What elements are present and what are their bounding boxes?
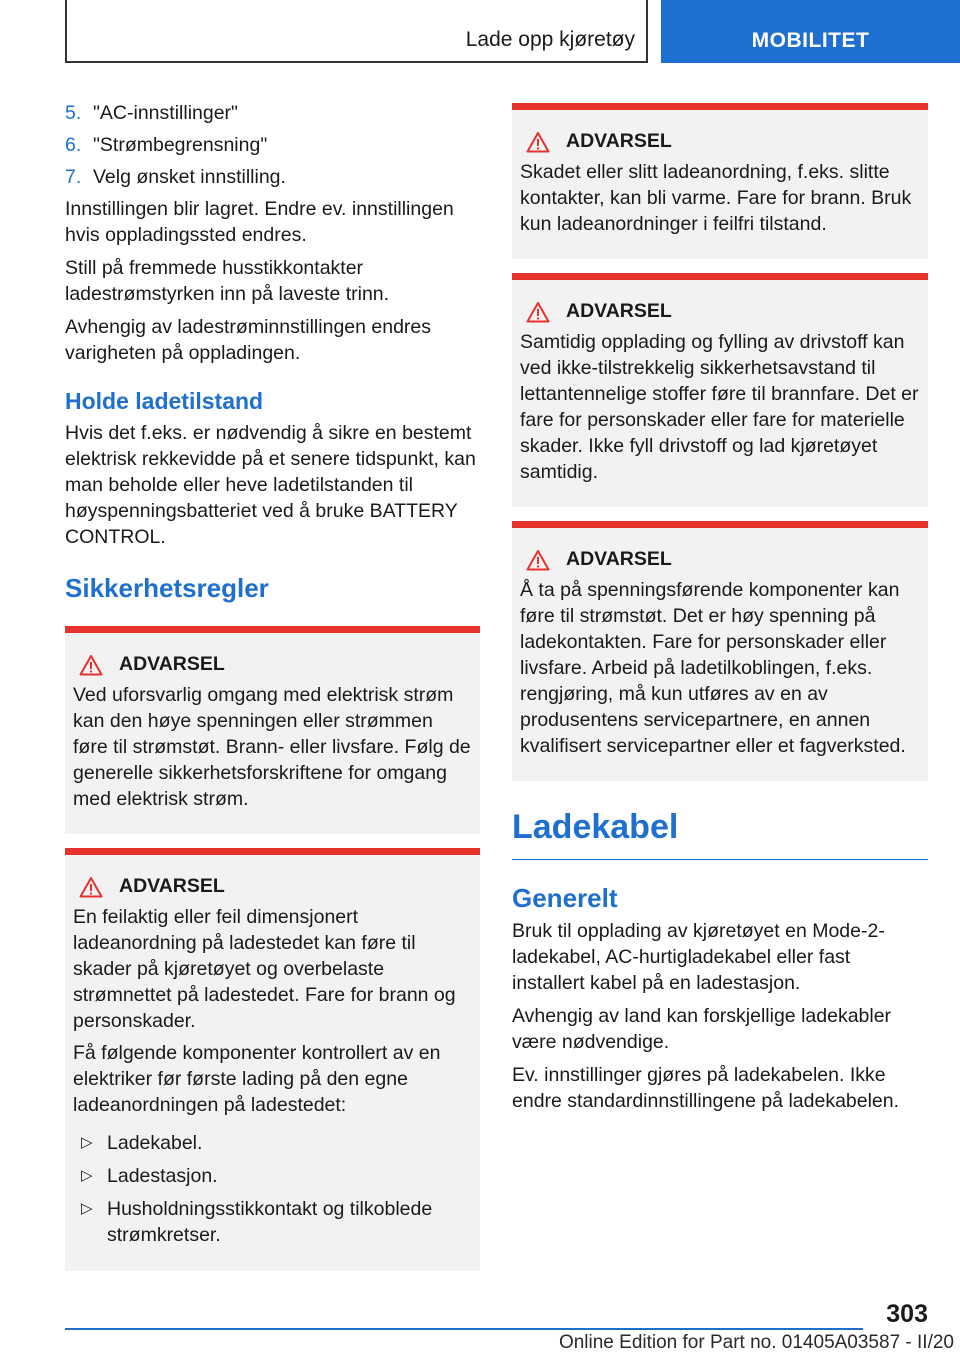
warning-header bbox=[73, 653, 472, 676]
warning-text: Å ta på spenningsførende komponenter kan føre til strømstøt. Det er høy spenning på ladekontakten. Fare for personskader eller livsfare. Arbeid på ladetilkoblingen, f.eks. rengjøring, må kun utføres av en av produsentens servicepartnere, en annen kvalifisert servicepartner eller et fagverksted. bbox=[520, 579, 906, 757]
warning-triangle-icon bbox=[79, 654, 103, 676]
list-item: ▷ Ladekabel. bbox=[81, 1132, 203, 1154]
chapter-tab[interactable]: MOBILITET bbox=[661, 0, 960, 63]
warning-box bbox=[512, 103, 928, 259]
paragraph: Still på fremmede husstikkontakter ladestrømstyrken inn på laveste trinn. bbox=[65, 257, 390, 305]
warning-triangle-icon bbox=[79, 876, 103, 898]
warning-title: ADVARSEL bbox=[566, 130, 672, 152]
paragraph: Avhengig av ladestrøminnstillingen endres varigheten på oppladingen. bbox=[65, 316, 432, 364]
warning-triangle-icon bbox=[526, 549, 550, 571]
left-column bbox=[65, 100, 480, 1285]
list-item: ▷ Husholdningsstikkontakt og tilkoblede strømkretser. bbox=[81, 1198, 433, 1246]
warning-triangle-icon bbox=[526, 131, 550, 153]
warning-title: ADVARSEL bbox=[566, 548, 672, 570]
warning-text: Få følgende komponenter kontrollert av en elektriker før første lading på den egne ladeanordningen på ladestedet: bbox=[73, 1042, 441, 1116]
warning-title: ADVARSEL bbox=[119, 653, 225, 675]
warning-text: Samtidig opplading og fylling av drivstoff kan ved ikke-tilstrekkelig sikkerhetsavstand til lettantennelige stoffer føre til brannfare. Det er fare for personskader eller fare for materielle skader. Ikke fyll drivstoff og lad kjøretøyet samtidig. bbox=[520, 331, 919, 483]
heading-sikkerhetsregler: Sikkerhetsregler bbox=[65, 573, 269, 603]
footer-divider bbox=[65, 1328, 863, 1330]
heading-generelt: Generelt bbox=[512, 883, 618, 913]
warning-header bbox=[520, 300, 920, 323]
heading-holde-ladetilstand: Holde ladetilstand bbox=[65, 388, 264, 414]
warning-box bbox=[512, 273, 928, 507]
right-column bbox=[512, 103, 928, 1121]
step-item: 6. "Strømbegrensning" bbox=[65, 134, 268, 156]
warning-header bbox=[520, 130, 920, 153]
warning-box bbox=[65, 626, 480, 834]
bullet-triangle-icon: ▷ bbox=[81, 1134, 93, 1151]
step-item: 7. Velg ønsket innstilling. bbox=[65, 166, 286, 188]
warning-title: ADVARSEL bbox=[566, 300, 672, 322]
bullet-triangle-icon: ▷ bbox=[81, 1200, 93, 1217]
footer-edition-text: Online Edition for Part no. 01405A03587 - II/20 bbox=[558, 1332, 954, 1353]
paragraph: Innstillingen blir lagret. Endre ev. innstillingen hvis oppladingssted endres. bbox=[65, 198, 454, 246]
step-list bbox=[65, 100, 480, 190]
warning-text: En feilaktig eller feil dimensjonert ladeanordning på ladestedet kan føre til skader på kjøretøyet og overbelaste strømnettet på ladestedet. Fare for brann og personskader. bbox=[73, 906, 456, 1032]
warning-header bbox=[520, 548, 920, 571]
paragraph: Bruk til opplading av kjøretøyet en Mode-2-ladekabel, AC-hurtigladekabel eller fast installert kabel på en ladestasjon. bbox=[512, 920, 885, 994]
warning-box bbox=[65, 848, 480, 1271]
paragraph: Ev. innstillinger gjøres på ladekabelen. Ikke endre standardinnstillingene på ladekabelen. bbox=[512, 1064, 900, 1112]
section-title: Lade opp kjøretøy bbox=[465, 28, 635, 51]
heading-ladekabel: Ladekabel bbox=[512, 807, 928, 860]
step-item: 5. "AC-innstillinger" bbox=[65, 102, 238, 124]
warning-text: Ved uforsvarlig omgang med elektrisk strøm kan den høye spenningen eller strømmen føre til strømstøt. Brann- eller livsfare. Følg de generelle sikkerhetsforskriftene for omgang med elektrisk strøm. bbox=[73, 684, 471, 810]
warning-triangle-icon bbox=[526, 301, 550, 323]
paragraph: Hvis det f.eks. er nødvendig å sikre en bestemt elektrisk rekkevidde på et senere tidspunkt, kan man beholde eller heve ladetilstanden til høyspenningsbatteriet ved å bruke BATTERY CONTROL. bbox=[65, 422, 476, 548]
page-number: 303 bbox=[886, 1300, 928, 1328]
warning-title: ADVARSEL bbox=[119, 875, 225, 897]
bullet-triangle-icon: ▷ bbox=[81, 1167, 93, 1184]
component-list bbox=[73, 1130, 472, 1248]
warning-header bbox=[73, 875, 472, 898]
warning-box bbox=[512, 521, 928, 781]
warning-text: Skadet eller slitt ladeanordning, f.eks. slitte kontakter, kan bli varme. Fare for brann. Bruk kun ladeanordninger i feilfri tilstand. bbox=[520, 161, 912, 235]
list-item: ▷ Ladestasjon. bbox=[81, 1165, 218, 1187]
paragraph: Avhengig av land kan forskjellige ladekabler være nødvendige. bbox=[512, 1005, 892, 1053]
